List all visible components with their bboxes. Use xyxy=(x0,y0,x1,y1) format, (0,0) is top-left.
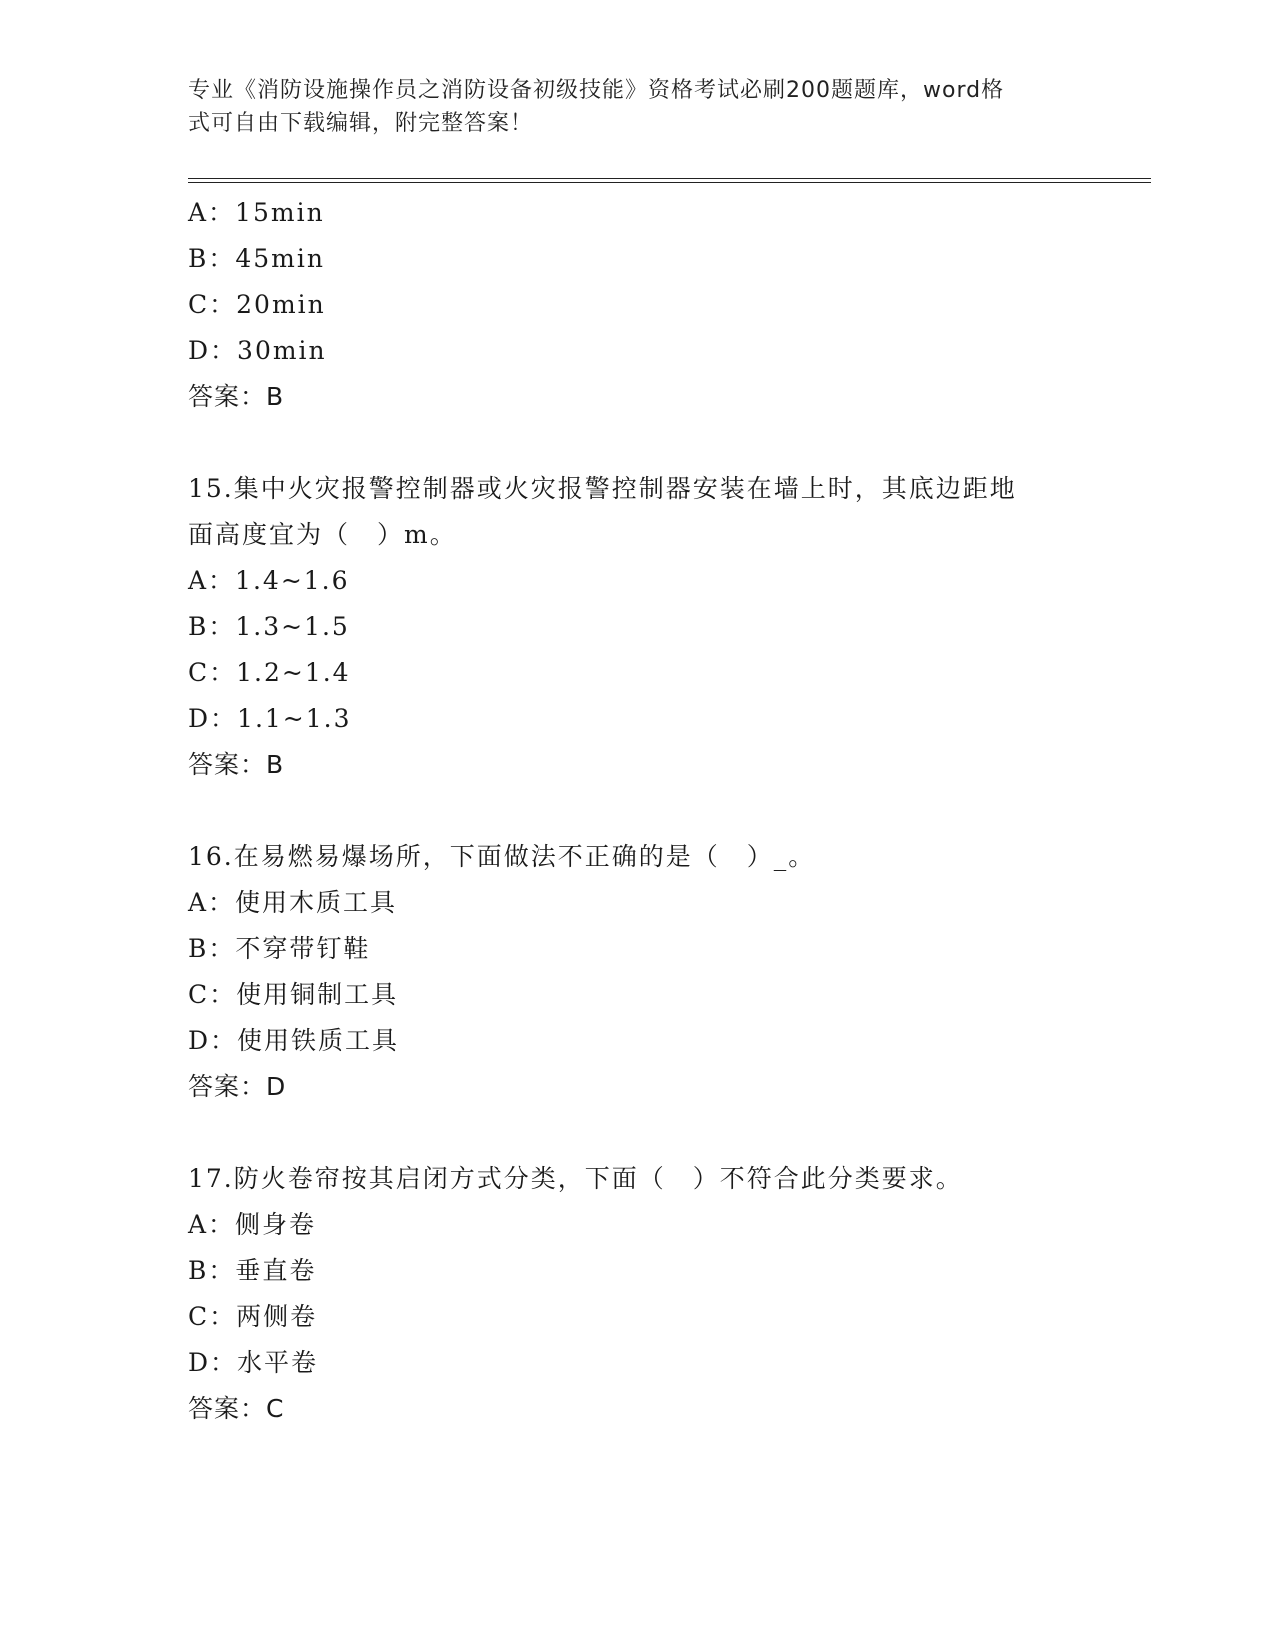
option-c: C：使用铜制工具 xyxy=(188,980,399,1009)
question-stem-line-2: 面高度宜为（ ）m。 xyxy=(188,520,457,549)
header-rule-top xyxy=(188,178,1151,179)
option-b: B：45min xyxy=(188,244,325,273)
header-rule-bottom xyxy=(188,182,1151,183)
answer-line: 答案：B xyxy=(188,750,285,779)
question-15 xyxy=(188,466,1088,788)
option-b: B：垂直卷 xyxy=(188,1256,317,1285)
question-14-continued xyxy=(188,190,1088,420)
option-b: B：不穿带钉鞋 xyxy=(188,934,371,963)
option-a: A：15min xyxy=(188,198,325,227)
spacer xyxy=(188,1110,1088,1156)
spacer xyxy=(188,420,1088,466)
question-17 xyxy=(188,1156,1088,1432)
answer-line: 答案：D xyxy=(188,1072,287,1101)
option-d: D：30min xyxy=(188,336,327,365)
option-c: C：两侧卷 xyxy=(188,1302,318,1331)
option-a: A：使用木质工具 xyxy=(188,888,398,917)
header-line-2: 式可自由下载编辑，附完整答案！ xyxy=(188,111,534,136)
question-stem-line-1: 17.防火卷帘按其启闭方式分类，下面（ ）不符合此分类要求。 xyxy=(188,1164,963,1193)
question-stem-line-1: 16.在易燃易爆场所，下面做法不正确的是（ ）_。 xyxy=(188,842,816,871)
spacer xyxy=(188,788,1088,834)
header-line-1: 专业《消防设施操作员之消防设备初级技能》资格考试必刷200题题库，word格 xyxy=(188,78,1005,103)
option-c: C：20min xyxy=(188,290,326,319)
question-stem-line-1: 15.集中火灾报警控制器或火灾报警控制器安装在墙上时，其底边距地 xyxy=(188,474,1017,503)
question-16 xyxy=(188,834,1088,1110)
option-b: B：1.3~1.5 xyxy=(188,612,350,641)
question-list xyxy=(188,190,1088,1432)
option-d: D：使用铁质工具 xyxy=(188,1026,400,1055)
document-header xyxy=(188,74,1068,140)
option-c: C：1.2~1.4 xyxy=(188,658,351,687)
option-d: D：1.1~1.3 xyxy=(188,704,352,733)
option-a: A：侧身卷 xyxy=(188,1210,317,1239)
option-d: D：水平卷 xyxy=(188,1348,319,1377)
answer-line: 答案：B xyxy=(188,382,285,411)
option-a: A：1.4~1.6 xyxy=(188,566,350,595)
answer-line: 答案：C xyxy=(188,1394,285,1423)
